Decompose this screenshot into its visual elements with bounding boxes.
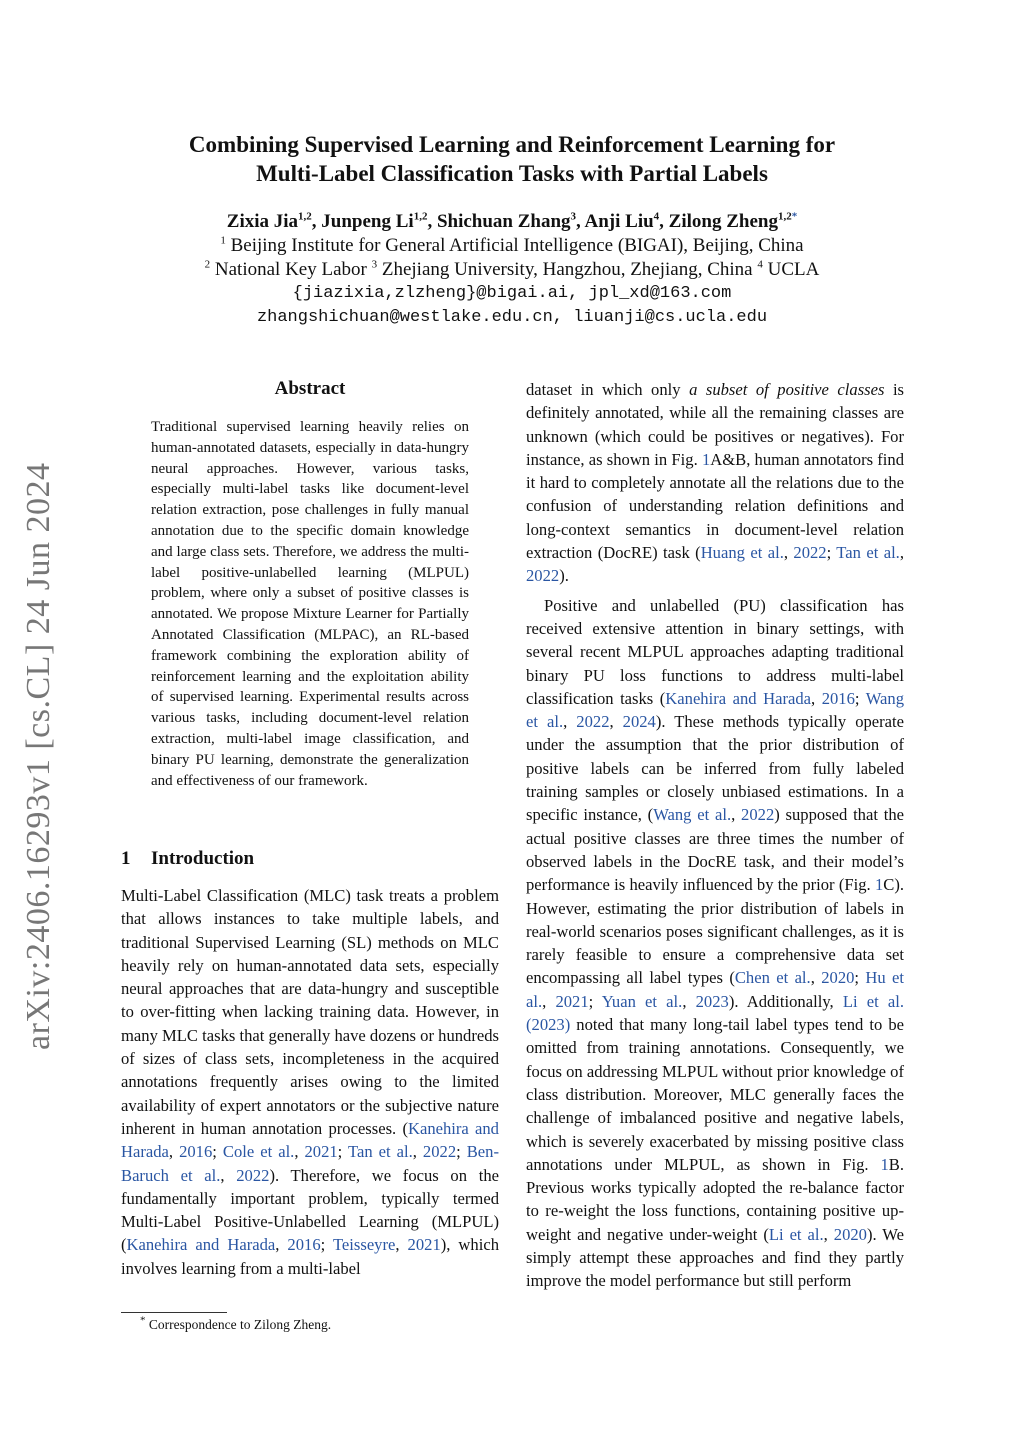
citation-link[interactable]: 2024 xyxy=(622,712,656,732)
email-line-1: {jiazixia,zlzheng}@bigai.ai, jpl_xd@163.com xyxy=(292,284,732,303)
footnote-rule xyxy=(121,1312,227,1313)
paragraph: dataset in which only a subset of positive classes is definitely annotated, while all the remaining classes are unknown (which could be positives or negatives). For instance, as shown in Fig. 1A&B, human annotators find it hard to completely annotate all the relations due to the confusion of understanding relation definitions and long-context semantics in document-level relation extraction (DocRE) task (Huang et al., 2022; Tan et al., 2022). xyxy=(526,380,905,586)
affil-sup: 3 xyxy=(371,258,378,271)
body-text: ). xyxy=(559,566,569,586)
figure-link[interactable]: 1 xyxy=(874,875,884,895)
citation-link[interactable]: 2020 xyxy=(821,968,855,988)
citation-link[interactable]: 2020 xyxy=(833,1224,867,1244)
abstract-text: Traditional supervised learning heavily relies on human-annotated datasets, especially in data-hungry neural approaches. However, various tasks, especially multi-label tasks like document-level relation extraction, pose challenges in fully manual annotation due to the specific domain knowledge and large class sets. Therefore, we address the multi-label positive-unlabelled learning (MLPUL) problem, where only a subset of positive classes is annotated. We propose Mixture Learner for Partially Annotated Classification (MLPAC), an RL-based framework combining the exploration ability of reinforcement learning and the exploitation ability of supervised learning. Experimental results across various tasks, including document-level relation extraction, multi-label image classification, and binary PU learning, demonstrate the generalization and effectiveness of our framework. xyxy=(151,419,469,789)
affil-text: UCLA xyxy=(767,259,820,280)
citation-link[interactable]: Li et al. xyxy=(842,991,905,1011)
author-sup: 1,2 xyxy=(298,210,312,223)
affiliation-line-2 xyxy=(0,258,1024,282)
body-text: is definitely annotated, while all the remaining classes are unknown (which could be positives or negatives). For instance, as shown in Fig. xyxy=(526,380,905,469)
affil-sup: 1 xyxy=(220,234,226,247)
body-text: ). We simply attempt these approaches and find they partly improve the model performance but still perform xyxy=(526,1224,904,1291)
citation-link[interactable]: 2016 xyxy=(179,1142,213,1162)
affil-sup: 4 xyxy=(757,258,763,271)
citation-link[interactable]: Cole et al. xyxy=(222,1142,295,1162)
citation-link[interactable]: Huang et al. xyxy=(700,543,784,563)
title-line-2: Multi-Label Classification Tasks with Partial Labels xyxy=(256,161,768,186)
author-block xyxy=(0,210,1024,330)
citation-link[interactable]: (2023) xyxy=(526,1015,571,1035)
citation-link[interactable]: Kanehira and Harada xyxy=(121,1118,499,1162)
affil-text: National Key Labor xyxy=(214,259,367,280)
right-column xyxy=(526,378,904,1293)
arxiv-identifier: arXiv:2406.16293v1 [cs.CL] 24 Jun 2024 xyxy=(20,462,57,1050)
affil-sup: 2 xyxy=(204,258,211,271)
citation-link[interactable]: Li et al. xyxy=(768,1224,824,1244)
paragraph: Positive and unlabelled (PU) classification has received extensive attention in binary settings, with several recent MLPUL approaches adapting traditional binary PU loss functions to address multi-label classification tasks (Kanehira and Harada, 2016; Wang et al., 2022, 2024). These methods typically operate under the assumption that the prior distribution of positive labels can be inferred from fully labeled training samples or closely unbiased estimations. In a specific instance, (Wang et al., 2022) supposed that the actual positive classes are three times the number of observed labels in the DocRE task, and their model’s performance is heavily influenced by the prior (Fig. 1C). However, estimating the prior distribution of labels in real-world scenarios poses significant challenges, as it is rarely feasible to ensure a comprehensive data set encompassing all label types (Chen et al., 2020; Hu et al., 2021; Yuan et al., 2023). Additionally, Li et al. (2023) noted that many long-tail label types tend to be omitted from training annotations. Consequently, we focus on addressing MLPUL without prior knowledge of class distribution. Moreover, MLC generally faces the challenge of imbalanced positive and negative labels, which is severely exacerbated by missing positive class annotations under MLPUL, as shown in Fig. 1B. Previous works typically adopted the re-balance factor to re-weight the loss functions, containing positive up-weight and negative under-weight (Li et al., 2020). We simply attempt these approaches and find they partly improve the model performance but still perform xyxy=(526,595,905,1291)
citation-link[interactable]: 2022 xyxy=(236,1165,270,1185)
author-sup: 1,2 xyxy=(413,210,428,223)
citation-link[interactable]: 2021 xyxy=(304,1142,338,1162)
author-name: Zixia Jia xyxy=(226,211,299,232)
author-sup-num: 1,2 xyxy=(777,210,792,223)
citation-link[interactable]: 2022 xyxy=(526,566,560,586)
correspondence-mark[interactable]: * xyxy=(791,210,798,223)
citation-link[interactable]: 2022 xyxy=(741,805,775,825)
body-text: dataset in which only xyxy=(526,380,690,399)
citation-link[interactable]: 2023 xyxy=(695,991,729,1011)
section-heading-introduction xyxy=(121,848,254,870)
citation-link[interactable]: Wang et al. xyxy=(653,805,732,825)
affil-text: Zhejiang University, Hangzhou, Zhejiang, China xyxy=(381,259,753,280)
paper-title xyxy=(0,130,1024,188)
citation-link[interactable]: 2021 xyxy=(407,1235,441,1255)
author-name: Shichuan Zhang xyxy=(436,211,571,232)
section-number: 1 xyxy=(121,848,131,869)
citation-link[interactable]: 2021 xyxy=(555,991,589,1011)
body-text: ). Additionally, xyxy=(728,991,843,1011)
figure-link[interactable]: 1 xyxy=(880,1154,889,1174)
body-text: ) supposed that the actual positive classes are three times the number of observed labels in the DocRE task, and their model’s performance is heavily influenced by the prior (Fig. xyxy=(526,805,904,895)
author-name: Anji Liu xyxy=(584,211,654,232)
affil-text: Beijing Institute for General Artificial Intelligence (BIGAI), Beijing, China xyxy=(230,235,804,256)
citation-link[interactable]: 2016 xyxy=(821,688,855,708)
citation-link[interactable]: 2022 xyxy=(422,1142,457,1162)
citation-link[interactable]: Wang et al. xyxy=(526,688,905,732)
body-text: ), which involves learning from a multi-label xyxy=(121,1235,499,1278)
author-sup: 3 xyxy=(570,210,577,223)
title-line-1: Combining Supervised Learning and Reinforcement Learning for xyxy=(188,132,836,157)
body-text: noted that many long-tail label types tend to be omitted from training annotations. Consequently, we focus on addressing MLPUL without prior knowledge of class distribution. Moreover, MLC generally faces the challenge of imbalanced positive and negative labels, which is severely exacerbated by missing positive class annotations under MLPUL, as shown in Fig. xyxy=(526,1015,904,1174)
footnote-text: Correspondence to Zilong Zheng. xyxy=(148,1317,332,1332)
abstract-heading: Abstract xyxy=(274,378,346,399)
figure-link[interactable]: 1 xyxy=(701,449,711,469)
citation-link[interactable]: 2022 xyxy=(793,543,827,563)
citation-link[interactable]: Kanehira and Harada xyxy=(665,688,812,708)
body-text: Positive and unlabelled (PU) classification has received extensive attention in binary settings, with several recent MLPUL approaches adapting traditional binary PU loss functions to address multi-label classification tasks ( xyxy=(526,595,904,708)
section-title: Introduction xyxy=(151,848,255,869)
citation-link[interactable]: 2016 xyxy=(287,1235,321,1255)
email-line-2: zhangshichuan@westlake.edu.cn, liuanji@cs.ucla.edu xyxy=(256,308,768,327)
citation-link[interactable]: Ben-Baruch et al. xyxy=(121,1142,499,1185)
body-text: C). However, estimating the prior distribution of labels in real-world scenarios poses significant challenges, as it is rarely feasible to ensure a comprehensive data set encompassing all label types ( xyxy=(526,875,904,988)
footnote xyxy=(140,1314,332,1333)
author-name: Junpeng Li xyxy=(321,211,414,232)
body-text: Multi-Label Classification (MLC) task treats a problem that allows instances to take multiple labels, and traditional Supervised Learning (SL) methods on MLC heavily rely on human-annotated data sets, especially neural approaches that are data-hungry and susceptible to over-fitting when lacking training data. However, in many MLC tasks that generally have dozens or hundreds of sizes of class sets, incompleteness in the acquired annotations frequently arises owing to the limited availability of expert annotators or the subjective nature inherent in human annotation processes. ( xyxy=(121,886,499,1138)
body-text: ). Therefore, we focus on the fundamentally important problem, typically termed Multi-Label Positive-Unlabelled Learning (MLPUL) ( xyxy=(121,1165,499,1255)
citation-year[interactable]: 2023 xyxy=(531,1015,565,1035)
citation-link[interactable]: Yuan et al. xyxy=(601,991,683,1011)
author-list: Zixia Jia$^{1,2}$, Junpeng Li$^{1,2}$, Shichuan Zhang$^3$, Anji Liu$^4$, Zilong Zheng$^{1,2*}$ xyxy=(226,210,798,232)
footnote-mark: * xyxy=(140,1314,146,1327)
author-sup xyxy=(778,211,797,223)
author-name: Zilong Zheng xyxy=(668,211,778,232)
body-text: A&B, human annotators find it hard to completely annotate all the relations due to the confusion of understanding relation definitions and long-context semantics in document-level relation extraction (DocRE) task ( xyxy=(526,449,904,563)
citation-link[interactable]: 2022 xyxy=(576,712,610,732)
citation-link[interactable]: Chen et al. xyxy=(734,968,811,988)
emphasis-text: a subset of positive classes xyxy=(689,380,885,399)
author-sup: 4 xyxy=(653,210,660,223)
citation-link[interactable]: Kanehira and Harada xyxy=(126,1235,276,1255)
citation-link[interactable]: Tan et al. xyxy=(348,1142,413,1162)
citation-link[interactable]: Teisseyre xyxy=(332,1235,396,1255)
citation-link[interactable]: Hu et al. xyxy=(526,968,905,1011)
affiliation-line-1 xyxy=(0,234,1024,258)
citation-link[interactable]: Tan et al. xyxy=(836,543,900,563)
body-text: B. Previous works typically adopted the re-balance factor to re-weight the loss functions, containing positive up-weight and negative under-weight ( xyxy=(526,1154,904,1244)
intro-paragraph: Multi-Label Classification (MLC) task treats a problem that allows instances to take multiple labels, and traditional Supervised Learning (SL) methods on MLC heavily rely on human-annotated data sets, especially neural approaches that are data-hungry and susceptible to over-fitting when lacking training data. However, in many MLC tasks that generally have dozens or hundreds of sizes of class sets, incompleteness in the acquired annotations frequently arises owing to the limited availability of expert annotators or the subjective nature inherent in human annotation processes. (Kanehira and Harada, 2016; Cole et al., 2021; Tan et al., 2022; Ben-Baruch et al., 2022). Therefore, we focus on the fundamentally important problem, typically termed Multi-Label Positive-Unlabelled Learning (MLPUL) (Kanehira and Harada, 2016; Teisseyre, 2021), which involves learning from a multi-label xyxy=(121,886,499,1278)
body-text: ). These methods typically operate under the assumption that the prior distribution of positive labels can be inferred from fully labeled training samples or closely unbiased estimations. In a specific instance, ( xyxy=(526,712,905,825)
